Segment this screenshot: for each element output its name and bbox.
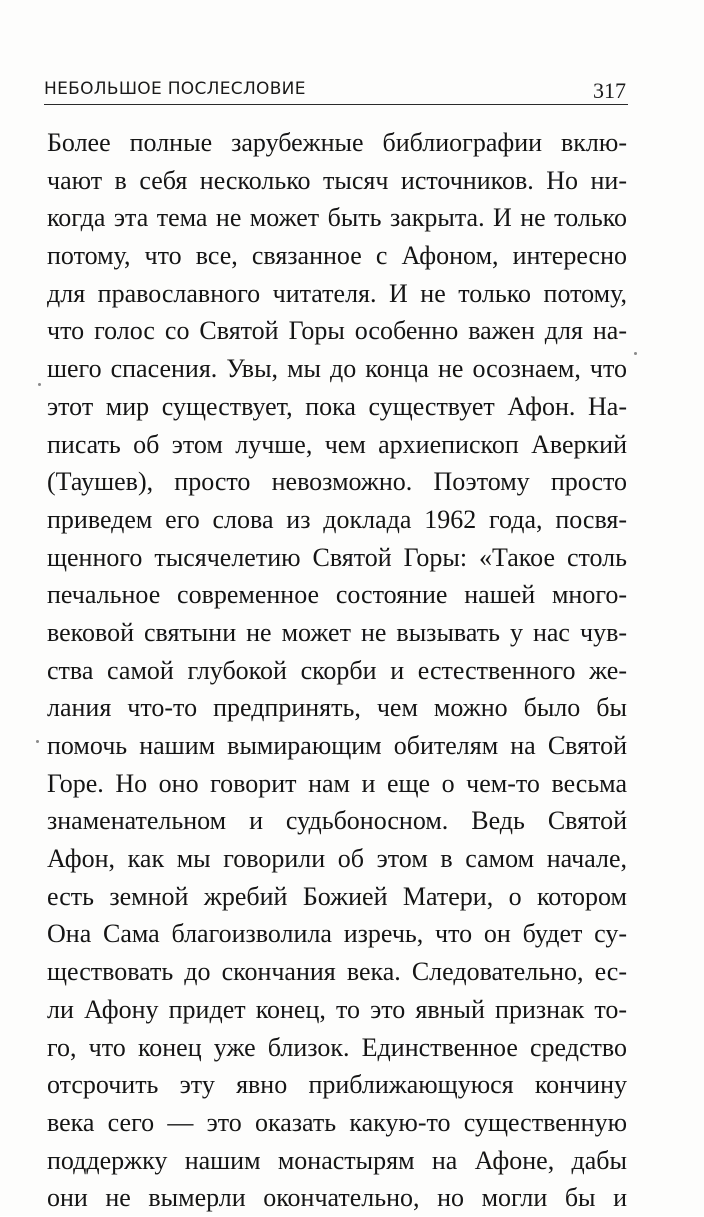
- text-line: приведем его слова из доклада 1962 года, посвя-: [47, 504, 627, 534]
- text-line: Афон, как мы говорили об этом в самом начале,: [47, 844, 627, 874]
- text-line: го, что конец уже близок. Единственное средство: [47, 1032, 627, 1062]
- scan-speck: [38, 383, 41, 386]
- text-line: знаменательном и судьбоносном. Ведь Святой: [47, 806, 627, 836]
- text-line: что голос со Святой Горы особенно важен для на-: [47, 316, 627, 346]
- body-text: [47, 124, 627, 1217]
- text-line: века сего — это оказать какую-то существенную: [47, 1107, 627, 1137]
- scan-speck: [36, 740, 39, 743]
- text-line: шего спасения. Увы, мы до конца не осознаем, что: [47, 354, 627, 384]
- text-line: ли Афону придет конец, то это явный признак то-: [47, 994, 627, 1024]
- text-line: помочь нашим вымирающим обителям на Святой: [47, 731, 627, 760]
- text-line: лания что-то предпринять, чем можно было бы: [47, 693, 627, 723]
- text-line: чают в себя несколько тысяч источников. Но ни-: [47, 165, 627, 195]
- text-line: потому, что все, связанное с Афоном, интересно: [47, 241, 627, 271]
- scan-speck: [634, 352, 637, 355]
- text-line: писать об этом лучше, чем архиепископ Аверкий: [47, 429, 627, 459]
- text-line: ства самой глубокой скорби и естественного же-: [47, 655, 627, 685]
- text-line: есть земной жребий Божией Матери, о котором: [47, 881, 627, 911]
- text-line: печальное современное состояние нашей много-: [47, 580, 627, 610]
- text-line: отсрочить эту явно приближающуюся кончину: [47, 1070, 627, 1100]
- text-line: Более полные зарубежные библиографии вклю-: [47, 128, 627, 157]
- text-line: когда эта тема не может быть закрыта. И не только: [47, 203, 627, 233]
- text-line: (Таушев), просто невозможно. Поэтому просто: [47, 467, 627, 497]
- text-line: для православного читателя. И не только потому,: [47, 278, 627, 308]
- text-line: этот мир существует, пока существует Афон. На-: [47, 391, 627, 421]
- text-line: Она Сама благоизволила изречь, что он будет су-: [47, 919, 627, 949]
- text-line: они не вымерли окончательно, но могли бы и: [47, 1183, 627, 1213]
- text-line: поддержку нашим монастырям на Афоне, дабы: [47, 1145, 627, 1175]
- text-line: ществовать до скончания века. Следовательно, ес-: [47, 957, 627, 987]
- text-line: Горе. Но оно говорит нам и еще о чем-то весьма: [47, 768, 627, 798]
- text-line: вековой святыни не может не вызывать у нас чув-: [47, 617, 627, 647]
- running-header: [44, 78, 628, 105]
- section-title: НЕБОЛЬШОЕ ПОСЛЕСЛОВИЕ: [44, 79, 306, 99]
- text-line: щенного тысячелетию Святой Горы: «Такое столь: [47, 542, 627, 572]
- page-number: 317: [593, 78, 626, 103]
